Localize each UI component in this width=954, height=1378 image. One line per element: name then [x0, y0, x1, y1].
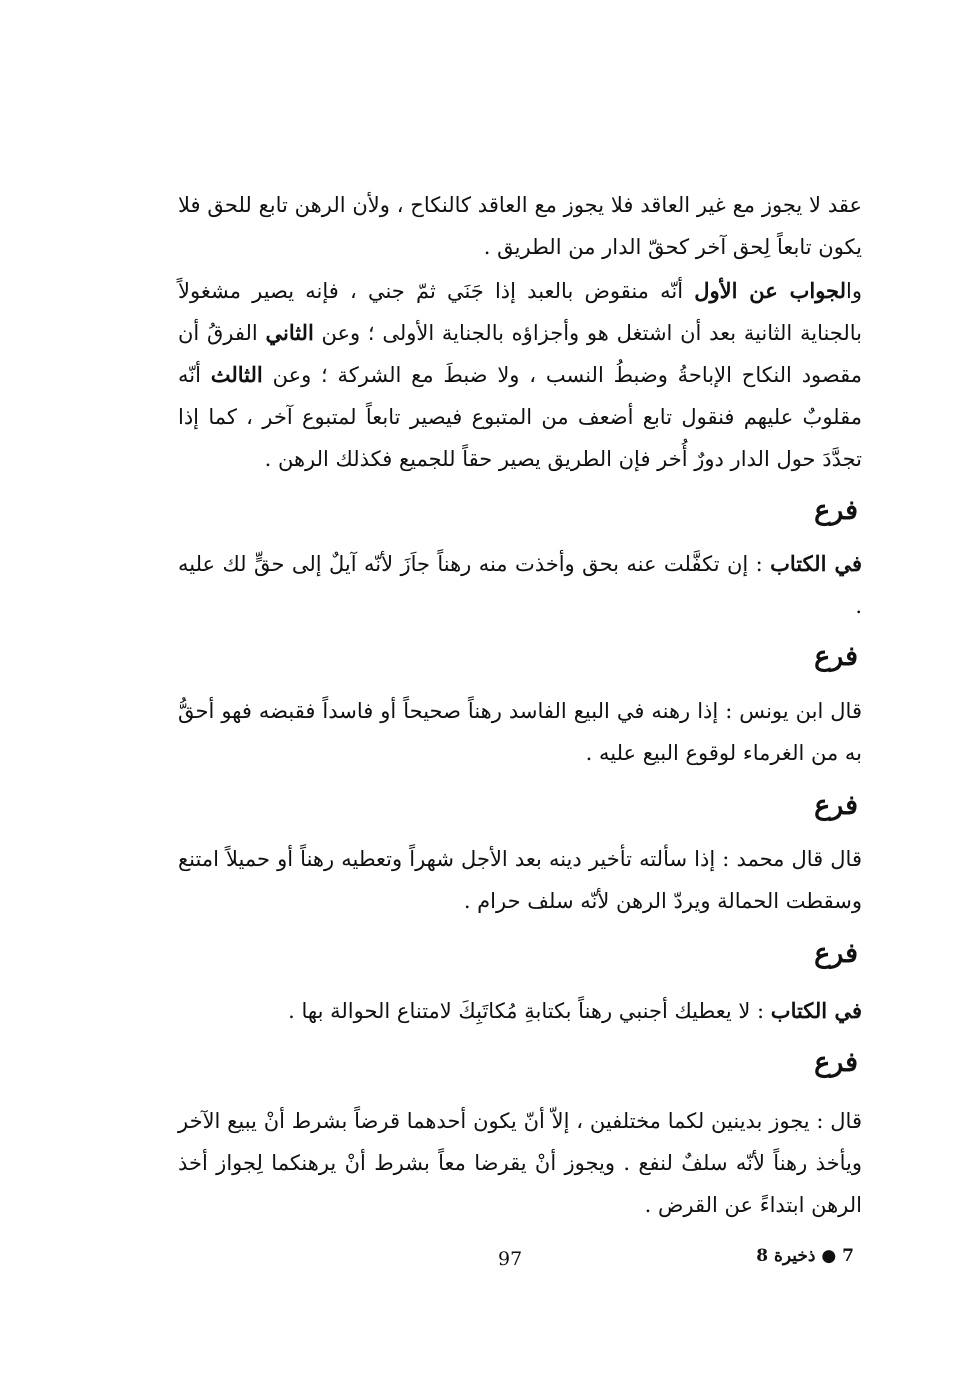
paragraph-2-text-a: أنّه منقوض بالعبد إذا جَنَي ثمّ جني ، فإنه يصير مشغولاً بالجناية الثانية بعد أن اشتغل هو وأجزاؤه بالجناية الأولى ؛ وعن	[178, 279, 863, 345]
section-4-text: : لا يعطيك أجنبي رهناً بكتابةِ مُكاتَبِكَ لامتناع الحوالة بها .	[288, 999, 771, 1023]
paragraph-2-bold-a: لجواب عن الأول	[694, 278, 847, 303]
paragraph-2-bold-c: الثالث	[210, 362, 263, 387]
section-2-text: قال ابن يونس : إذا رهنه في البيع الفاسد رهناً صحيحاً أو فاسداً فقبضه فهو أحقُّ به من الغرماء لوقوع البيع عليه .	[178, 699, 862, 765]
section-5-heading: فرع	[814, 1047, 858, 1078]
section-3-heading: فرع	[814, 790, 858, 821]
section-2-body	[178, 690, 862, 774]
section-1-heading: فرع	[814, 495, 858, 526]
paragraph-1	[178, 184, 862, 268]
section-5-body	[178, 1100, 862, 1226]
paragraph-2	[178, 270, 862, 480]
section-5-text: قال : يجوز بدينين لكما مختلفين ، إلاّ أنّ يكون أحدهما قرضاً بشرط أنْ يبيع الآخر ويأخذ رهناً لأنّه سلفٌ لنفع . ويجوز أنْ يقرضا معاً بشرط أنْ يرهنكما لِجواز أخذ الرهن ابتداءً عن القرض .	[178, 1109, 862, 1217]
section-3-body	[178, 838, 862, 922]
paragraph-1-text: عقد لا يجوز مع غير العاقد فلا يجوز مع العاقد كالنكاح ، ولأن الرهن تابع للحق فلا يكون تابعاً لِحق آخر كحقّ الدار من الطريق .	[178, 193, 862, 259]
section-1-bold: في الكتاب	[770, 551, 862, 576]
section-4-bold: في الكتاب	[770, 998, 862, 1023]
paragraph-2-text-c: أنّه مقلوبٌ عليهم فنقول تابع أضعف من المتبوع فيصير تابعاً لمتبوع آخر ، كما إذا تجدَّدَ حول الدار دورٌ أُخر فإن الطريق يصير حقاً للجميع فكذلك الرهن .	[178, 363, 862, 471]
section-2-heading: فرع	[814, 641, 858, 672]
volume-signature: 7 ● ذخيرة 8	[756, 1246, 854, 1266]
page-number: 97	[498, 1248, 523, 1270]
paragraph-2-bold-b: الثاني	[265, 320, 314, 345]
section-1-text: : إن تكفَّلت عنه بحق وأخذت منه رهناً جاَزَ لأنّه آيلٌ إلى حقٍّ لك عليه .	[178, 552, 862, 618]
paragraph-2-lead: وا	[846, 279, 862, 303]
section-4-body	[178, 990, 862, 1032]
section-4-heading: فرع	[814, 938, 858, 969]
section-1-body	[178, 543, 862, 627]
section-3-text: قال قال محمد : إذا سألته تأخير دينه بعد الأجل شهراً وتعطيه رهناً أو حميلاً امتنع وسقطت الحمالة ويردّ الرهن لأنّه سلف حرام .	[178, 847, 862, 913]
paragraph-2-text-b: الفرقُ أن مقصود النكاح الإباحةُ وضبطُ النسب ، ولا ضبطَ مع الشركة ؛ وعن	[178, 321, 862, 387]
